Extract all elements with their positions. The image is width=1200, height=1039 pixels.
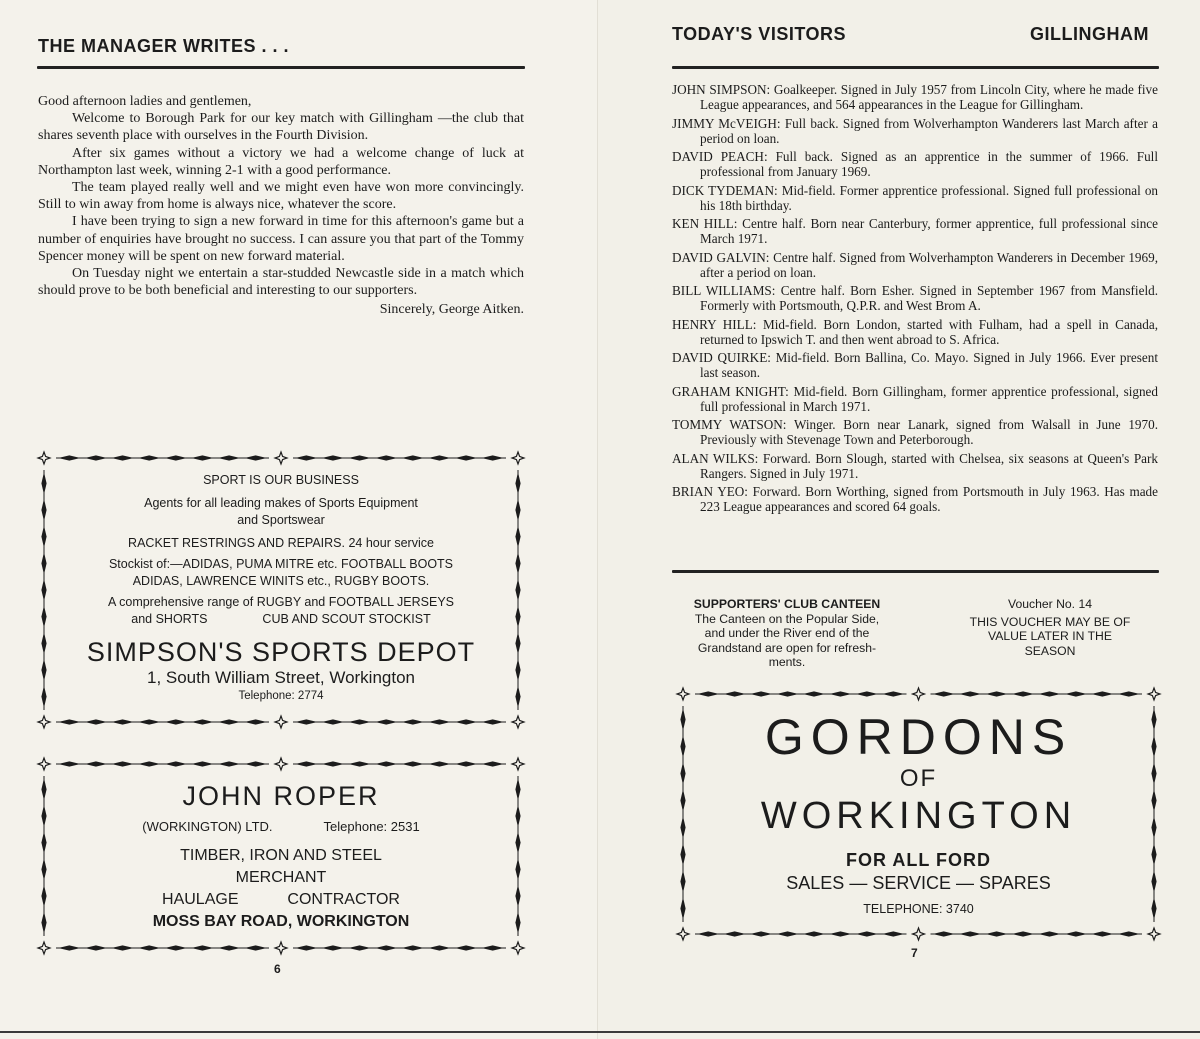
player-text: Centre half. Born Esher. Signed in September 1967 from Mansfield. Formerly with Portsmouth, Q.P.R. and West Brom A. bbox=[700, 283, 1158, 313]
simpsons-address: 1, South William Street, Workington bbox=[146, 668, 415, 687]
corner-ornament bbox=[913, 928, 925, 940]
canteen-text: ments. bbox=[768, 655, 806, 669]
letter-paragraph: Welcome to Borough Park for our key match with Gillingham —the club that shares seventh place with ourselves in the Fourth Division. bbox=[38, 111, 524, 144]
player-name: DAVID PEACH: bbox=[672, 149, 768, 164]
left-page bbox=[0, 0, 598, 1039]
border-diamond bbox=[750, 691, 772, 696]
border-diamond bbox=[402, 719, 424, 724]
border-diamond bbox=[428, 761, 450, 766]
border-diamond bbox=[933, 931, 955, 936]
voucher-text: VALUE LATER IN THE bbox=[988, 629, 1112, 643]
player-text: Centre half. Born near Canterbury, former apprentice, full professional since March 1971. bbox=[700, 216, 1159, 246]
border-diamond bbox=[322, 761, 344, 766]
gordons-town: WORKINGTON bbox=[760, 795, 1077, 837]
corner-ornament bbox=[38, 942, 50, 954]
corner-ornament bbox=[512, 452, 524, 464]
player-text: Mid-field. Born Ballina, Co. Mayo. Signed in July 1966. Ever present last season. bbox=[700, 350, 1158, 380]
corner-ornament bbox=[512, 716, 524, 728]
ad-text: RACKET RESTRINGS AND REPAIRS. 24 hour service bbox=[128, 536, 434, 550]
gordons-ford: FOR ALL FORD bbox=[846, 850, 991, 870]
simpsons-telephone: Telephone: 2774 bbox=[238, 690, 324, 702]
gordons-of: OF bbox=[899, 765, 938, 792]
border-diamond bbox=[138, 761, 160, 766]
player-name: KEN HILL: bbox=[672, 216, 738, 231]
border-diamond bbox=[1091, 691, 1113, 696]
border-diamond bbox=[455, 761, 477, 766]
ad-text: and Sportswear bbox=[237, 513, 325, 527]
letter-paragraph: After six games without a victory we had a welcome change of luck at Northampton last week, winning 2-1 with a good performance. bbox=[38, 145, 524, 178]
corner-ornament bbox=[1148, 688, 1160, 700]
border-diamond bbox=[375, 761, 397, 766]
border-diamond bbox=[58, 455, 80, 460]
border-diamond bbox=[375, 945, 397, 950]
border-diamond bbox=[348, 719, 370, 724]
ad-text: and SHORTS bbox=[131, 612, 208, 626]
visitors-heading: TODAY'S VISITORS bbox=[672, 24, 846, 44]
border-diamond bbox=[375, 455, 397, 460]
player-name: DICK TYDEMAN: bbox=[672, 182, 778, 198]
canteen-text: and under the River end of the bbox=[704, 626, 870, 640]
ad-tagline: SPORT IS OUR BUSINESS bbox=[203, 473, 359, 487]
player-name: GRAHAM KNIGHT: bbox=[672, 383, 789, 399]
border-diamond bbox=[295, 719, 317, 724]
manager-letter bbox=[38, 93, 524, 319]
simpsons-advert bbox=[36, 450, 526, 730]
list-item bbox=[672, 216, 1158, 246]
border-diamond bbox=[218, 455, 240, 460]
gordons-advert bbox=[675, 686, 1162, 942]
list-item bbox=[672, 250, 1158, 280]
ad-text: Agents for all leading makes of Sports Equipment bbox=[144, 496, 418, 510]
heading-rule bbox=[37, 66, 525, 69]
border-diamond bbox=[191, 761, 213, 766]
player-name: JIMMY McVEIGH: bbox=[672, 115, 781, 131]
roper-text: MERCHANT bbox=[235, 869, 327, 886]
canteen-notice bbox=[670, 597, 904, 670]
player-text: Mid-field. Born Gillingham, former apprentice professional, signed full professional in March 1971. bbox=[700, 383, 1159, 414]
border-diamond bbox=[482, 945, 504, 950]
border-diamond bbox=[348, 455, 370, 460]
border-diamond bbox=[959, 691, 981, 696]
border-diamond bbox=[402, 761, 424, 766]
border-diamond bbox=[85, 761, 107, 766]
border-diamond bbox=[428, 455, 450, 460]
gordons-services: SALES — SERVICE — SPARES bbox=[786, 873, 1051, 893]
border-diamond bbox=[138, 455, 160, 460]
player-list bbox=[672, 82, 1158, 518]
border-diamond bbox=[882, 691, 904, 696]
border-diamond bbox=[750, 931, 772, 936]
list-item bbox=[672, 317, 1158, 347]
border-diamond bbox=[882, 931, 904, 936]
list-item bbox=[672, 417, 1158, 447]
border-diamond bbox=[245, 719, 267, 724]
corner-ornament bbox=[38, 452, 50, 464]
player-name: BILL WILLIAMS: bbox=[672, 283, 776, 298]
border-diamond bbox=[455, 945, 477, 950]
simpsons-name: SIMPSON'S SPORTS DEPOT bbox=[86, 637, 476, 667]
roper-services bbox=[36, 889, 526, 911]
border-diamond bbox=[1012, 691, 1034, 696]
corner-ornament bbox=[275, 452, 287, 464]
corner-ornament bbox=[512, 758, 524, 770]
border-diamond bbox=[295, 455, 317, 460]
border-diamond bbox=[455, 719, 477, 724]
border-diamond bbox=[111, 455, 133, 460]
border-diamond bbox=[482, 719, 504, 724]
letter-paragraph: On Tuesday night we entertain a star-studded Newcastle side in a match which should prove to be both beneficial and interesting to our supporters. bbox=[38, 266, 524, 299]
letter-signoff: Sincerely, George Aitken. bbox=[379, 302, 524, 318]
roper-text: HAULAGE bbox=[162, 891, 239, 908]
border-diamond bbox=[402, 945, 424, 950]
border-diamond bbox=[85, 719, 107, 724]
border-diamond bbox=[829, 931, 851, 936]
corner-ornament bbox=[677, 928, 689, 940]
roper-address: MOSS BAY ROAD, WORKINGTON bbox=[152, 913, 410, 930]
manager-heading: THE MANAGER WRITES . . . bbox=[38, 36, 290, 56]
border-diamond bbox=[58, 945, 80, 950]
player-text: Centre half. Signed from Wolverhampton Wanderers in December 1969, after a period on loan. bbox=[700, 249, 1159, 280]
voucher-text: SEASON bbox=[1024, 643, 1076, 658]
player-text: Goalkeeper. Signed in July 1957 from Lincoln City, where he made five League appearances, and 564 appearances in the League for Gillingham. bbox=[700, 82, 1158, 112]
player-text: Forward. Born Worthing, signed from Portsmouth in July 1963. Has made 223 League appearances and scored 64 goals. bbox=[700, 484, 1159, 514]
border-diamond bbox=[348, 761, 370, 766]
ad-text: ADIDAS, LAWRENCE WINITS etc., RUGBY BOOTS. bbox=[132, 574, 430, 588]
corner-ornament bbox=[38, 758, 50, 770]
player-name: HENRY HILL: bbox=[672, 316, 757, 332]
border-diamond bbox=[985, 931, 1007, 936]
border-diamond bbox=[933, 691, 955, 696]
border-diamond bbox=[1038, 691, 1060, 696]
border-diamond bbox=[1091, 931, 1113, 936]
border-diamond bbox=[191, 945, 213, 950]
border-diamond bbox=[111, 719, 133, 724]
border-diamond bbox=[856, 691, 878, 696]
border-diamond bbox=[218, 719, 240, 724]
border-diamond bbox=[165, 719, 187, 724]
border-diamond bbox=[165, 455, 187, 460]
corner-ornament bbox=[913, 688, 925, 700]
player-text: Mid-field. Born London, started with Fulham, had a spell in Canada, returned to Ipswich T. and then went abroad to S. Africa. bbox=[700, 316, 1158, 347]
border-diamond bbox=[803, 691, 825, 696]
roper-text: TIMBER, IRON AND STEEL bbox=[180, 847, 382, 864]
border-diamond bbox=[455, 455, 477, 460]
border-diamond bbox=[1065, 931, 1087, 936]
voucher-notice bbox=[940, 597, 1160, 658]
player-text: Full back. Signed from Wolverhampton Wanderers last March after a period on loan. bbox=[700, 115, 1158, 146]
section-rule bbox=[672, 570, 1159, 573]
border-diamond bbox=[58, 761, 80, 766]
player-name: BRIAN YEO: bbox=[672, 484, 748, 499]
canteen-text: The Canteen on the Popular Side, bbox=[694, 611, 880, 626]
player-name: DAVID QUIRKE: bbox=[672, 350, 771, 365]
border-diamond bbox=[165, 945, 187, 950]
border-diamond bbox=[138, 945, 160, 950]
border-diamond bbox=[322, 719, 344, 724]
border-diamond bbox=[697, 691, 719, 696]
list-item bbox=[672, 384, 1158, 414]
voucher-number: Voucher No. 14 bbox=[1007, 597, 1092, 611]
border-diamond bbox=[375, 719, 397, 724]
border-diamond bbox=[245, 455, 267, 460]
border-diamond bbox=[191, 455, 213, 460]
border-diamond bbox=[428, 945, 450, 950]
visitors-club: GILLINGHAM bbox=[1030, 24, 1149, 44]
corner-ornament bbox=[1148, 928, 1160, 940]
page-number: 6 bbox=[274, 962, 281, 976]
border-diamond bbox=[776, 931, 798, 936]
player-name: DAVID GALVIN: bbox=[672, 249, 770, 265]
border-diamond bbox=[959, 931, 981, 936]
gordons-telephone: TELEPHONE: 3740 bbox=[863, 902, 974, 916]
letter-paragraph: The team played really well and we might even have won more convincingly. Still to win away from home is always nice, whatever the score. bbox=[38, 180, 524, 213]
player-name: ALAN WILKS: bbox=[672, 450, 759, 466]
border-diamond bbox=[829, 691, 851, 696]
roper-name: JOHN ROPER bbox=[182, 781, 380, 811]
border-diamond bbox=[85, 455, 107, 460]
player-text: Mid-field. Former apprentice professional. Signed full professional on his 18th birthday. bbox=[700, 182, 1159, 213]
border-diamond bbox=[322, 455, 344, 460]
border-diamond bbox=[111, 761, 133, 766]
canteen-title: SUPPORTERS' CLUB CANTEEN bbox=[693, 597, 881, 611]
border-diamond bbox=[482, 455, 504, 460]
ad-text: CUB AND SCOUT STOCKIST bbox=[262, 612, 431, 626]
border-diamond bbox=[428, 719, 450, 724]
border-diamond bbox=[218, 945, 240, 950]
list-item bbox=[672, 484, 1158, 514]
border-diamond bbox=[402, 455, 424, 460]
border-diamond bbox=[697, 931, 719, 936]
player-text: Forward. Born Slough, started with Chelsea, six seasons at Queen's Park Rangers. Signed in July 1971. bbox=[700, 450, 1158, 481]
roper-text: CONTRACTOR bbox=[287, 891, 400, 908]
player-text: Full back. Signed as an apprentice in the summer of 1966. Full professional from January 1969. bbox=[700, 149, 1159, 179]
corner-ornament bbox=[512, 942, 524, 954]
player-text: Winger. Born near Lanark, signed from Walsall in June 1970. Previously with Stevenage Town and Peterborough. bbox=[700, 417, 1159, 447]
border-diamond bbox=[1038, 931, 1060, 936]
bottom-edge bbox=[0, 1031, 1200, 1033]
border-diamond bbox=[322, 945, 344, 950]
border-diamond bbox=[1118, 691, 1140, 696]
ad-text: A comprehensive range of RUGBY and FOOTBALL JERSEYS bbox=[108, 595, 454, 609]
border-diamond bbox=[985, 691, 1007, 696]
ad-text bbox=[36, 611, 526, 628]
border-diamond bbox=[295, 945, 317, 950]
border-diamond bbox=[482, 761, 504, 766]
roper-telephone: Telephone: 2531 bbox=[323, 819, 420, 834]
ad-text: Stockist of:—ADIDAS, PUMA MITRE etc. FOOTBALL BOOTS bbox=[108, 557, 454, 571]
player-name: TOMMY WATSON: bbox=[672, 417, 787, 432]
heading-rule bbox=[672, 66, 1159, 69]
border-diamond bbox=[803, 931, 825, 936]
letter-greeting: Good afternoon ladies and gentlemen, bbox=[38, 94, 252, 109]
border-diamond bbox=[1118, 931, 1140, 936]
letter-paragraph: I have been trying to sign a new forward in time for this afternoon's game but a number of enquiries have brought no success. I can assure you that part of the Tommy Spencer money will be spent on new forward material. bbox=[38, 214, 524, 264]
list-item bbox=[672, 183, 1158, 213]
border-diamond bbox=[245, 761, 267, 766]
page-number: 7 bbox=[911, 946, 918, 960]
border-diamond bbox=[1012, 931, 1034, 936]
roper-advert bbox=[36, 756, 526, 956]
border-diamond bbox=[776, 691, 798, 696]
canteen-text: Grandstand are open for refresh- bbox=[697, 640, 877, 655]
border-diamond bbox=[724, 931, 746, 936]
border-diamond bbox=[1065, 691, 1087, 696]
corner-ornament bbox=[38, 716, 50, 728]
border-diamond bbox=[85, 945, 107, 950]
corner-ornament bbox=[275, 716, 287, 728]
border-diamond bbox=[348, 945, 370, 950]
player-name: JOHN SIMPSON: bbox=[672, 82, 771, 97]
border-diamond bbox=[218, 761, 240, 766]
list-item bbox=[672, 283, 1158, 313]
roper-subline bbox=[36, 818, 526, 835]
corner-ornament bbox=[275, 758, 287, 770]
list-item bbox=[672, 350, 1158, 380]
voucher-text: THIS VOUCHER MAY BE OF bbox=[969, 614, 1131, 629]
border-diamond bbox=[111, 945, 133, 950]
corner-ornament bbox=[677, 688, 689, 700]
border-diamond bbox=[295, 761, 317, 766]
gordons-name: GORDONS bbox=[764, 709, 1073, 765]
list-item bbox=[672, 82, 1158, 112]
list-item bbox=[672, 451, 1158, 481]
roper-company: (WORKINGTON) LTD. bbox=[142, 819, 273, 834]
border-diamond bbox=[856, 931, 878, 936]
border-diamond bbox=[724, 691, 746, 696]
border-diamond bbox=[138, 719, 160, 724]
border-diamond bbox=[58, 719, 80, 724]
border-diamond bbox=[191, 719, 213, 724]
corner-ornament bbox=[275, 942, 287, 954]
border-diamond bbox=[245, 945, 267, 950]
list-item bbox=[672, 116, 1158, 146]
border-diamond bbox=[165, 761, 187, 766]
list-item bbox=[672, 149, 1158, 179]
